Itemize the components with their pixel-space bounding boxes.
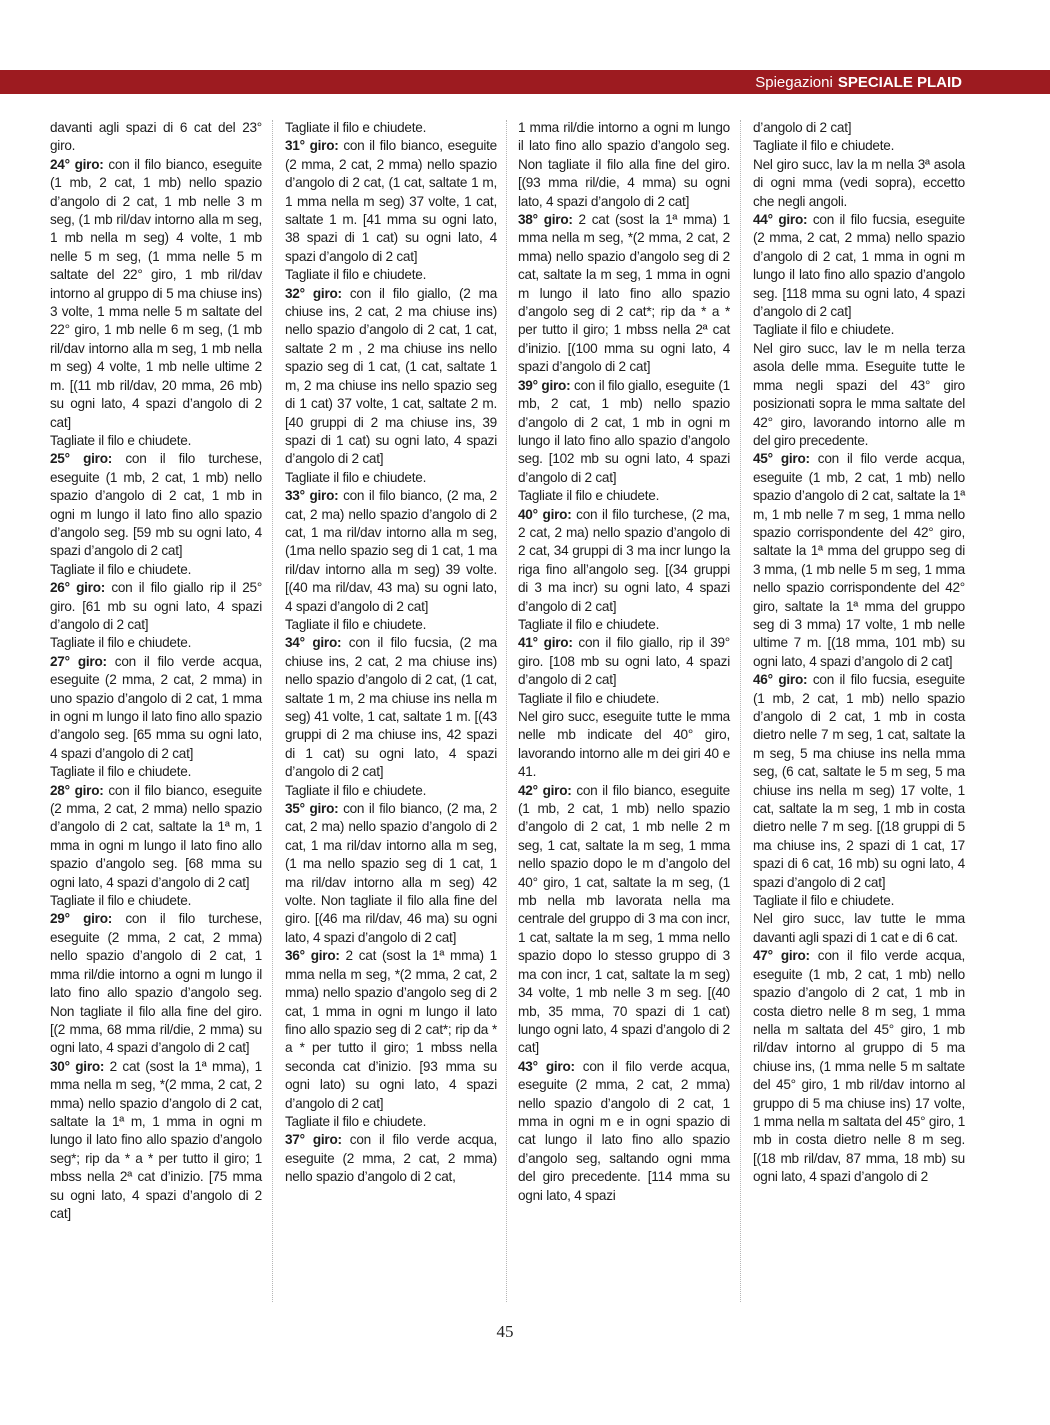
round-label: 27° giro:	[50, 653, 107, 669]
text-paragraph	[50, 892, 262, 910]
text-paragraph	[50, 561, 262, 579]
round-label: 35° giro:	[285, 801, 339, 817]
instruction-paragraph	[50, 653, 262, 763]
text-paragraph	[518, 119, 730, 211]
text-paragraph	[50, 119, 262, 156]
text-paragraph	[753, 119, 965, 137]
paragraph-text: Nel giro succ, eseguite tutte le mma nelle mb indicate del 40° giro, lavorando intorno alle m dei giri 40 e 41.	[518, 709, 730, 780]
instruction-paragraph	[753, 450, 965, 671]
text-paragraph	[285, 469, 497, 487]
instruction-paragraph	[285, 487, 497, 616]
instruction-paragraph	[50, 1058, 262, 1224]
instruction-paragraph	[50, 782, 262, 892]
round-label: 24° giro:	[50, 156, 104, 172]
paragraph-text: Tagliate il filo e chiudete.	[285, 120, 427, 135]
instruction-paragraph	[285, 800, 497, 947]
paragraph-text: Tagliate il filo e chiudete.	[285, 782, 427, 798]
text-column-2	[285, 119, 497, 1187]
instruction-paragraph	[518, 782, 730, 1058]
text-paragraph	[753, 340, 965, 450]
round-label: 42° giro:	[518, 782, 572, 798]
text-paragraph	[285, 616, 497, 634]
round-label: 28° giro:	[50, 782, 104, 798]
paragraph-text: 1 mma ril/die intorno a ogni m lungo il lato fino allo spazio d’angolo seg. Non tagliate il filo alla fine del giro. [(93 mma ril/die, 4 mma) su ogni lato, 4 spazi d’angolo di 2 cat]	[518, 120, 730, 209]
text-paragraph	[518, 616, 730, 634]
instruction-paragraph	[285, 634, 497, 781]
paragraph-text: d’angolo di 2 cat]	[753, 120, 852, 135]
paragraph-text: Tagliate il filo e chiudete.	[50, 893, 192, 909]
round-label: 26° giro:	[50, 580, 106, 596]
paragraph-text: con il filo bianco, eseguite (1 mb, 2 cat, 1 mb) nello spazio d’angolo di 2 cat, 1 mb nelle 3 m seg, (1 mb ril/dav intorno alla m seg, 1 mb nella m seg) 4 volte, 1 mb nelle 5 m seg, (1 mma nelle 5 m saltate del 22° giro, 1 mb ril/dav intorno al gruppo di 5 ma chiuse ins) 3 volte, 1 mma nelle 5 m saltate del 22° giro, 1 mb nelle 6 m seg, (1 mb ril/dav intorno alla m seg, 1 mb nella m seg) 4 volte, 1 mb nelle ultime 2 m. [(11 mb ril/dav, 20 mma, 26 mb) su ogni lato, 4 spazi d’angolo di 2 cat]	[50, 156, 262, 430]
column-divider	[272, 120, 273, 1302]
paragraph-text: Tagliate il filo e chiudete.	[753, 138, 895, 154]
paragraph-text: Tagliate il filo e chiudete.	[518, 488, 660, 504]
paragraph-text: con il filo bianco, eseguite (2 mma, 2 cat, 2 mma) nello spazio d’angolo di 2 cat, (1 cat, saltate 1 m, 1 mma nella m seg) 37 volte, 1 cat, saltate 1 m. [41 mma su ogni lato, 38 spazi di 1 cat) su ogni lato, 4 spazi d’angolo di 2 cat]	[285, 138, 497, 264]
paragraph-text: Tagliate il filo e chiudete.	[518, 690, 660, 706]
text-paragraph	[50, 763, 262, 781]
round-label: 44° giro:	[753, 212, 808, 228]
paragraph-text: Tagliate il filo e chiudete.	[50, 635, 192, 651]
paragraph-text: con il filo bianco, (2 ma, 2 cat, 2 ma) nello spazio d’angolo di 2 cat, 1 ma ril/dav intorno alla m seg, (1 ma nello spazio seg di 1 cat, 1 ma ril/dav intorno alla m seg) 42 volte. Non tagliate il filo alla fine del giro. [(46 ma ril/dav, 46 ma) su ogni lato, 4 spazi d’angolo di 2 cat]	[285, 801, 497, 945]
paragraph-text: con il filo giallo, rip il 39° giro. [108 mb su ogni lato, 4 spazi d’angolo di 2 cat]	[518, 635, 730, 688]
column-divider	[740, 120, 741, 1302]
section-label: Spiegazioni	[755, 73, 833, 91]
text-paragraph	[285, 1113, 497, 1131]
round-label: 40° giro:	[518, 506, 572, 522]
instruction-paragraph	[518, 1058, 730, 1205]
text-paragraph	[753, 156, 965, 211]
round-label: 41° giro:	[518, 635, 573, 651]
paragraph-text: con il filo fucsia, eseguite (1 mb, 2 cat, 1 mb) nello spazio d’angolo di 2 cat, 1 mb in costa dietro nelle 7 m seg, 1 cat, saltate la m seg, 5 ma chiuse ins nella mma seg, (6 cat, saltate le 5 m seg, 5 ma chiuse ins nella m seg) 17 volte, 1 cat, saltate la m seg, 1 mb in costa dietro nelle 7 m seg. [(18 gruppi di 5 ma chiuse ins, 2 spazi di 1 cat, 17 spazi di 6 cat, 16 mb) su ogni lato, 4 spazi d’angolo di 2 cat]	[753, 672, 965, 890]
text-column-4	[753, 119, 965, 1187]
paragraph-text: con il filo bianco, (2 ma, 2 cat, 2 ma) nello spazio d’angolo di 2 cat, 1 ma ril/dav intorno alla m seg, (1ma nello spazio seg di 1 cat, 1 ma ril/dav intorno alla m seg) 39 volte. [(40 ma ril/dav, 43 ma) su ogni lato, 4 spazi d’angolo di 2 cat]	[285, 488, 497, 614]
round-label: 34° giro:	[285, 635, 342, 651]
text-paragraph	[753, 892, 965, 910]
text-paragraph	[285, 782, 497, 800]
text-paragraph	[753, 321, 965, 339]
paragraph-text: con il filo turchese, (2 ma, 2 cat, 2 ma) nello spazio d’angolo di 2 cat, 34 gruppi di 3 ma incr lungo la riga fino all’angolo seg. [(34 gruppi di 3 ma incr) su ogni lato, 4 spazi d’angolo di 2 cat]	[518, 506, 730, 614]
paragraph-text: con il filo turchese, eseguite (1 mb, 2 cat, 1 mb) nello spazio d’angolo di 2 cat, 1 mb in ogni m lungo il lato fino allo spazio d’angolo seg. [59 mb su ogni lato, 4 spazi d’angolo di 2 cat]	[50, 451, 262, 559]
round-label: 31° giro:	[285, 138, 339, 154]
round-label: 45° giro:	[753, 451, 810, 467]
instruction-paragraph	[50, 156, 262, 432]
paragraph-text: Nel giro succ, lav tutte le mma davanti agli spazi di 1 cat e di 6 cat.	[753, 911, 965, 945]
paragraph-text: con il filo giallo rip il 25° giro. [61 mb su ogni lato, 4 spazi d’angolo di 2 cat]	[50, 580, 263, 632]
paragraph-text: con il filo verde acqua, eseguite (2 mma, 2 cat, 2 mma) nello spazio d’angolo di 2 cat,	[285, 1132, 497, 1185]
paragraph-text: Tagliate il filo e chiudete.	[50, 764, 192, 780]
instruction-paragraph	[518, 211, 730, 377]
instruction-paragraph	[753, 211, 965, 321]
text-paragraph	[518, 487, 730, 505]
paragraph-text: con il filo giallo, eseguite (1 mb, 2 cat, 1 mb) nello spazio d’angolo di 2 cat, 1 mb in ogni m lungo il lato fino allo spazio d’angolo seg. [102 mb su ogni lato, 4 spazi d’angolo di 2 cat]	[518, 377, 730, 485]
paragraph-text: con il filo turchese, eseguite (2 mma, 2 cat, 2 mma) nello spazio d’angolo di 2 cat, 1 mma ril/die intorno a ogni m lungo il lato fino allo spazio d’angolo seg. Non tagliate il filo alla fine del giro. [(2 mma, 68 mma ril/die, 2 mma) su ogni lato, 4 spazi d’angolo di 2 cat]	[50, 911, 262, 1056]
round-label: 33° giro:	[285, 488, 339, 504]
paragraph-text: Tagliate il filo e chiudete.	[50, 561, 192, 577]
paragraph-text: Tagliate il filo e chiudete.	[285, 267, 427, 283]
instruction-paragraph	[753, 671, 965, 892]
round-label: 47° giro:	[753, 948, 810, 964]
paragraph-text: 2 cat (sost la 1ª mma) 1 mma nella m seg, *(2 mma, 2 cat, 2 mma) nello spazio d’angolo seg di 2 cat, 1 mma in ogni m lungo il lato fino allo spazio seg di 2 cat*; rip da * a * per tutto il giro; 1 mbss nella seconda cat d’inizio. [93 mma su ogni lato) su ogni lato, 4 spazi d’angolo di 2 cat]	[285, 948, 497, 1111]
round-label: 30° giro:	[50, 1058, 105, 1074]
instruction-paragraph	[753, 947, 965, 1186]
section-title: SPECIALE PLAID	[837, 73, 962, 91]
paragraph-text: con il filo verde acqua, eseguite (2 mma, 2 cat, 2 mma) nello spazio d’angolo di 2 cat, 1 mma in ogni m e in ogni spazio di cat lungo il lato fino allo spazio d’angolo seg, saltando ogni mma del giro precedente. [114 mma su ogni lato, 4 spazi	[518, 1058, 730, 1203]
text-paragraph	[50, 432, 262, 450]
text-paragraph	[285, 266, 497, 284]
text-paragraph	[518, 708, 730, 782]
paragraph-text: con il filo verde acqua, eseguite (1 mb, 2 cat, 1 mb) nello spazio d’angolo di 2 cat, saltate la 1ª m, 1 mb nelle 7 m seg, 1 mma nello spazio corrispondente del 42° giro, saltate la 1ª mma del gruppo seg di 3 mma, (1 mb nelle 5 m seg, 1 mma nello spazio corrispondente del 42° giro, saltate la 1ª mma del gruppo seg di 3 mma) 17 volte, 1 mb nelle ultime 7 m. [(18 mma, 101 mb) su ogni lato, 4 spazi d’angolo di 2 cat]	[753, 451, 965, 669]
paragraph-text: 2 cat (sost la 1ª mma) 1 mma nella m seg, *(2 mma, 2 cat, 2 mma) nello spazio d’angolo seg di 2 cat, saltate la m seg, 1 mma in ogni m lungo il lato fino allo spazio d’angolo seg di 2 cat*; rip da * a * per tutto il giro; 1 mbss nella 2ª cat d’inizio. [(100 mma su ogni lato, 4 spazi d’angolo di 2 cat]	[518, 212, 730, 375]
text-paragraph	[753, 910, 965, 947]
instruction-paragraph	[285, 137, 497, 266]
paragraph-text: con il filo bianco, eseguite (2 mma, 2 cat, 2 mma) nello spazio d’angolo di 2 cat, saltate la 1ª m, 1 mma in ogni m lungo il lato fino allo spazio d’angolo seg. [68 mma su ogni lato, 4 spazi d’angolo di 2 cat]	[50, 782, 262, 890]
paragraph-text: con il filo giallo, (2 ma chiuse ins, 2 cat, 2 ma chiuse ins) nello spazio d’angolo di 2 cat, 1 cat, saltate 2 m , 2 ma chiuse ins nello spazio seg di 1 cat, (1 cat, saltate 1 m, 2 ma chiuse ins nello spazio seg di 1 cat) 37 volte, 1 cat, saltate 2 m. [40 gruppi di 2 ma chiuse ins, 39 spazi di 1 cat) su ogni lato, 4 spazi d’angolo di 2 cat]	[285, 285, 497, 467]
paragraph-text: 2 cat (sost la 1ª mma), 1 mma nella m seg, *(2 mma, 2 cat, 2 mma) nello spazio d’angolo di 2 cat, saltate la 1ª m, 1 mma in ogni m lungo il lato fino allo spazio d’angolo seg*; rip da * a * per tutto il giro; 1 mbss nella 2ª cat d’inizio. [75 mma su ogni lato, 4 spazi d’angolo di 2 cat]	[50, 1058, 262, 1221]
text-column-1	[50, 119, 262, 1223]
round-label: 36° giro:	[285, 948, 340, 964]
paragraph-text: con il filo verde acqua, eseguite (2 mma, 2 cat, 2 mma) in uno spazio d’angolo di 2 cat, 1 mma in ogni m lungo il lato fino allo spazio d’angolo seg. [65 mma su ogni lato, 4 spazi d’angolo di 2 cat]	[50, 653, 262, 761]
paragraph-text: con il filo verde acqua, eseguite (1 mb, 2 cat, 1 mb) nello spazio d’angolo di 2 cat, 1 mb in costa dietro nelle 8 m seg, 1 mma nella m saltata del 45° giro, 1 mb ril/dav intorno al gruppo di 5 ma chiuse ins, (1 mma nelle 5 m saltate del 45° giro, 1 mb ril/dav intorno al gruppo di 5 ma chiuse ins) 17 volte, 1 mma nella m saltata del 45° giro, 1 mb in costa dietro nelle 8 m seg. [(18 mb ril/dav, 87 mma, 18 mb) su ogni lato, 4 spazi d’angolo di 2	[753, 948, 965, 1185]
round-label: 46° giro:	[753, 672, 808, 688]
paragraph-text: con il filo bianco, eseguite (1 mb, 2 cat, 1 mb) nello spazio d’angolo di 2 cat, 1 mb nelle 2 m seg, 1 cat, saltate la m seg, 1 mma nello spazio dopo le m d’angolo del 40° giro, 1 cat, saltate la m seg, (1 mb nella mb lavorata nella ma centrale del gruppo di 3 ma con incr, 1 cat, saltate la m seg, 1 mma nello spazio dopo lo stesso gruppo di 3 ma con incr, 1 cat, saltate la m seg) 34 volte, 1 mb nelle 3 m seg. [(40 mb, 35 mma, 70 spazi di 1 cat) lungo ogni lato, 4 spazi d’angolo di 2 cat]	[518, 782, 730, 1056]
paragraph-text: Tagliate il filo e chiudete.	[753, 893, 895, 909]
paragraph-text: con il filo fucsia, (2 ma chiuse ins, 2 cat, 2 ma chiuse ins) nello spazio d’angolo di 2 cat, (1 cat, saltate 1 m, 2 ma chiuse ins nella m seg) 41 volte, 1 cat, saltate 1 m. [(43 gruppi di 2 ma chiuse ins, 42 spazi di 1 cat) su ogni lato, 4 spazi d’angolo di 2 cat]	[285, 635, 497, 780]
paragraph-text: Tagliate il filo e chiudete.	[518, 616, 660, 632]
paragraph-text: Tagliate il filo e chiudete.	[285, 1113, 427, 1129]
round-label: 38° giro:	[518, 212, 573, 228]
instruction-paragraph	[285, 1131, 497, 1186]
round-label: 32° giro:	[285, 285, 342, 301]
text-paragraph	[285, 119, 497, 137]
section-header	[0, 70, 1050, 94]
round-label: 43° giro:	[518, 1058, 575, 1074]
page-number: 45	[496, 1322, 514, 1341]
instruction-paragraph	[518, 377, 730, 487]
round-label: 25° giro:	[50, 451, 113, 467]
text-paragraph	[753, 137, 965, 155]
instruction-paragraph	[285, 947, 497, 1113]
paragraph-text: davanti agli spazi di 6 cat del 23° giro.	[50, 120, 262, 154]
text-paragraph	[50, 634, 262, 652]
paragraph-text: Nel giro succ, lav la m nella 3ª asola di ogni mma (vedi sopra), eccetto che negli angoli.	[753, 156, 965, 209]
instruction-paragraph	[285, 285, 497, 469]
round-label: 39° giro:	[518, 377, 571, 393]
paragraph-text: con il filo fucsia, eseguite (2 mma, 2 cat, 2 mma) nello spazio d’angolo di 2 cat, 1 mma in ogni m lungo il lato fino allo spazio d’angolo seg. [118 mma su ogni lato, 4 spazi d’angolo di 2 cat]	[753, 212, 965, 320]
paragraph-text: Nel giro succ, lav le m nella terza asola delle mma. Eseguite tutte le mma negli spazi del 43° giro posizionati sopra le mma saltate del 42° giro, lavorando intorno alle m del giro precedente.	[753, 340, 965, 448]
column-divider	[506, 120, 507, 1302]
instruction-paragraph	[50, 450, 262, 560]
instruction-paragraph	[518, 634, 730, 689]
text-column-3	[518, 119, 730, 1205]
instruction-paragraph	[50, 910, 262, 1057]
text-paragraph	[518, 690, 730, 708]
paragraph-text: Tagliate il filo e chiudete.	[285, 469, 427, 485]
round-label: 29° giro:	[50, 911, 113, 927]
instruction-paragraph	[518, 506, 730, 616]
round-label: 37° giro:	[285, 1132, 342, 1148]
paragraph-text: Tagliate il filo e chiudete.	[50, 432, 192, 448]
paragraph-text: Tagliate il filo e chiudete.	[753, 322, 895, 338]
paragraph-text: Tagliate il filo e chiudete.	[285, 616, 427, 632]
instruction-paragraph	[50, 579, 262, 634]
